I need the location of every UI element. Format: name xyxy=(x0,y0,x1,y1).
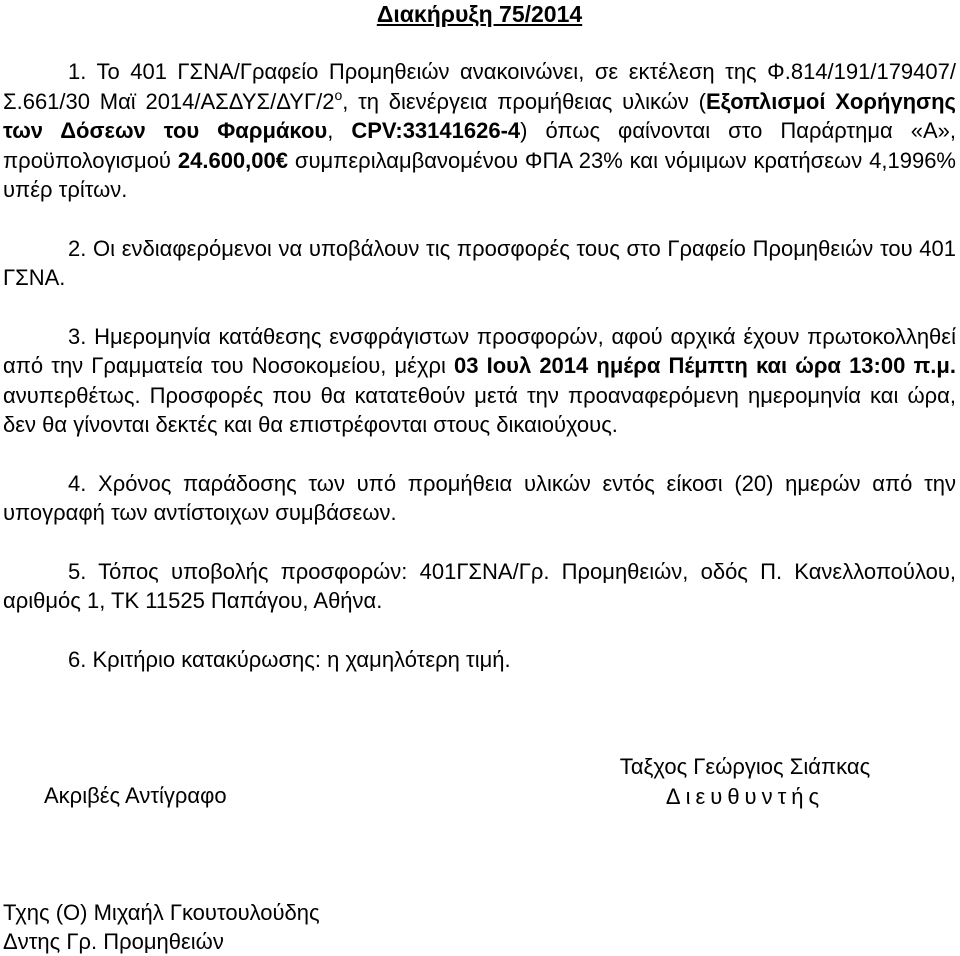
paragraph-1-intro: Το 401 ΓΣΝΑ/Γραφείο Προμηθειών ανακοινώνει, σε εκτέλεση της Φ.814/191/179407/Σ.661/30 Μαϊ 2014/ΑΣΔΥΣ/ΔΥΓ/2 xyxy=(3,59,956,114)
officer-role: Δντης Γρ. Προμηθειών xyxy=(3,929,224,954)
paragraph-3-tail: ανυπερθέτως. Προσφορές που θα κατατεθούν μετά την προαναφερόμενη ημερομηνία και ώρα, δεν θα γίνονται δεκτές και θα επιστρέφονται στους δικαιούχους. xyxy=(3,382,956,437)
paragraph-1-text: , τη διενέργεια προμήθειας υλικών ( xyxy=(342,88,706,114)
director-signature xyxy=(595,752,895,812)
true-copy-label: Ακριβές Αντίγραφο xyxy=(44,783,227,808)
paragraph-1-superscript: ο xyxy=(334,86,343,103)
paragraph-1 xyxy=(3,57,956,205)
paragraph-1-number: 1. xyxy=(68,59,87,84)
officer-signature xyxy=(3,898,320,956)
paragraph-5: 5. Τόπος υποβολής προσφορών: 401ΓΣΝΑ/Γρ. Προμηθειών, οδός Π. Κανελλοπούλου, αριθμός 1, ΤΚ 11525 Παπάγου, Αθήνα. xyxy=(3,558,956,613)
paragraph-3-intro: 3. Ημερομηνία κατάθεσης ενσφράγιστων προσφορών, αφού αρχικά έχουν πρωτοκολληθεί από την Γραμματεία του Νοσοκομείου, μέχρι xyxy=(3,323,956,378)
item-description: Εξοπλισμοί Χορήγησης των Δόσεων του Φαρμάκου xyxy=(3,88,956,143)
cpv-code: CPV:33141626-4 xyxy=(351,118,521,143)
director-name: Ταξχος Γεώργιος Σιάπκας xyxy=(619,754,871,779)
director-role: Διευθυντής xyxy=(665,784,825,809)
paragraph-1-tail: συμπεριλαμβανομένου ΦΠΑ 23% και νόμιμων κρατήσεων 4,1996% υπέρ τρίτων. xyxy=(3,147,956,202)
paragraph-1-budget-text: ) όπως φαίνονται στο Παράρτημα «Α», προϋπολογισμού xyxy=(3,118,956,173)
paragraph-3 xyxy=(3,322,956,440)
document-title: Διακήρυξη 75/2014 xyxy=(376,1,583,27)
deadline-date: 03 Ιουλ 2014 ημέρα Πέμπτη και ώρα 13:00 π.μ. xyxy=(454,353,956,378)
paragraph-2: 2. Οι ενδιαφερόμενοι να υποβάλουν τις προσφορές τους στο Γραφείο Προμηθειών του 401 ΓΣΝΑ. xyxy=(3,235,956,290)
paragraph-1-separator: , xyxy=(327,118,352,143)
officer-name: Τχης (Ο) Μιχαήλ Γκουτουλούδης xyxy=(3,900,320,925)
budget-amount: 24.600,00€ xyxy=(177,147,288,173)
announcement-document xyxy=(3,0,956,674)
paragraph-6: 6. Κριτήριο κατακύρωσης: η χαμηλότερη τιμή. xyxy=(68,646,511,672)
paragraph-4: 4. Χρόνος παράδοσης των υπό προμήθεια υλικών εντός είκοσι (20) ημερών από την υπογραφή των αντίστοιχων συμβάσεων. xyxy=(3,470,956,525)
